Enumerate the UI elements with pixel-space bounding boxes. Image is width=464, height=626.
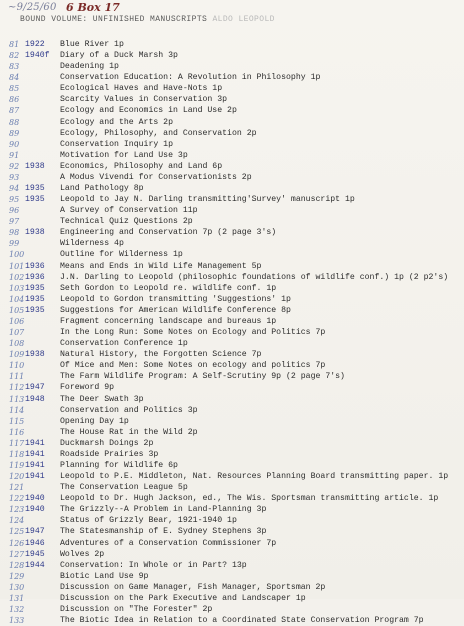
handwritten-note: ~9/25/60 [8, 2, 57, 13]
entry-number: 112 [9, 383, 25, 393]
list-item [0, 216, 464, 227]
entry-title: A Survey of Conservation 11p [60, 206, 198, 216]
list-item [0, 261, 464, 272]
entry-number: 82 [9, 51, 20, 61]
entry-title: Conservation Inquiry 1p [60, 139, 174, 149]
list-item [0, 94, 464, 105]
entry-title: Outline for Wilderness 1p [60, 250, 183, 260]
entry-number: 103 [9, 283, 25, 293]
entry-number: 100 [9, 250, 25, 260]
list-item [0, 571, 464, 582]
entry-number: 124 [9, 516, 25, 526]
entry-title: Technical Quiz Questions 2p [60, 217, 193, 227]
entry-year: 1935 [25, 294, 45, 304]
entry-year: 1946 [25, 538, 45, 548]
page-header [6, 2, 456, 28]
entry-number: 118 [9, 449, 25, 459]
entry-title: Leopold to P.E. Middleton, Nat. Resources Planning Board transmitting paper. 1p [60, 472, 449, 482]
entry-number: 120 [9, 472, 25, 482]
list-item [0, 526, 464, 537]
box-label: 6 Box 17 [66, 1, 120, 14]
entry-title: Engineering and Conservation 7p (2 page 3's) [60, 228, 277, 238]
list-item [0, 316, 464, 327]
entry-title: Means and Ends in Wild Life Management 5p [60, 261, 262, 271]
list-item [0, 427, 464, 438]
list-item [0, 438, 464, 449]
list-item [0, 227, 464, 238]
entry-year: 1941 [25, 460, 45, 470]
entry-number: 89 [9, 128, 20, 138]
entry-title: J.N. Darling to Leopold (philosophic foundations of wildlife conf.) 1p (2 p2's) [60, 272, 449, 282]
entry-title: The Biotic Idea in Relation to a Coordinated State Conservation Program 7p [60, 616, 424, 626]
entry-title: The Statesmanship of E. Sydney Stephens 3p [60, 527, 267, 537]
entry-number: 121 [9, 483, 25, 493]
list-item [0, 183, 464, 194]
list-item [0, 327, 464, 338]
entry-title: Leopold to Dr. Hugh Jackson, ed., The Wis. Sportsman transmitting article. 1p [60, 494, 439, 504]
entry-number: 116 [9, 427, 25, 437]
entry-number: 126 [9, 538, 25, 548]
entry-number: 99 [9, 239, 20, 249]
entry-title: A Modus Vivendi for Conservationists 2p [60, 172, 252, 182]
entry-number: 130 [9, 582, 25, 592]
entry-year: 1936 [25, 261, 45, 271]
list-item [0, 394, 464, 405]
entry-title: Blue River 1p [60, 40, 124, 49]
list-item [0, 150, 464, 161]
entry-number: 101 [9, 261, 25, 271]
list-item [0, 83, 464, 94]
entry-number: 122 [9, 494, 25, 504]
entry-title: Ecological Haves and Have-Nots 1p [60, 84, 223, 94]
entry-number: 106 [9, 316, 25, 326]
entry-number: 115 [9, 416, 25, 426]
entry-year: 1940f [25, 51, 50, 61]
entry-number: 84 [9, 73, 20, 83]
entry-year: 1940 [25, 505, 45, 515]
entry-title: Status of Grizzly Bear, 1921-1940 1p [60, 516, 237, 526]
list-item [0, 105, 464, 116]
entry-number: 119 [9, 460, 25, 470]
list-item [0, 582, 464, 593]
entry-title: The House Rat in the Wild 2p [60, 427, 198, 437]
entry-title: Ecology, Philosophy, and Conservation 2p [60, 128, 257, 138]
entry-title: Discussion on "The Forester" 2p [60, 604, 213, 614]
entry-title: Biotic Land Use 9p [60, 571, 149, 581]
entry-year: 1922 [25, 40, 45, 49]
list-item [0, 39, 464, 50]
entry-number: 108 [9, 339, 25, 349]
list-item [0, 294, 464, 305]
list-item [0, 371, 464, 382]
list-item [0, 117, 464, 128]
entry-title: Of Mice and Men: Some Notes on ecology and politics 7p [60, 361, 326, 371]
entry-title: Wolves 2p [60, 549, 105, 559]
entry-year: 1935 [25, 305, 45, 315]
entry-number: 83 [9, 62, 20, 72]
entry-year: 1940 [25, 494, 45, 504]
list-item [0, 128, 464, 139]
manuscript-list [0, 39, 464, 626]
entry-number: 104 [9, 294, 25, 304]
entry-title: Deadening 1p [60, 62, 119, 72]
list-item [0, 515, 464, 526]
entry-title: Opening Day 1p [60, 416, 129, 426]
entry-number: 117 [9, 438, 25, 448]
entry-number: 93 [9, 172, 20, 182]
list-item [0, 538, 464, 549]
entry-number: 92 [9, 161, 20, 171]
entry-year: 1941 [25, 472, 45, 482]
page-title [20, 15, 275, 24]
entry-number: 114 [9, 405, 25, 415]
entry-title: Foreword 9p [60, 383, 115, 393]
list-item [0, 194, 464, 205]
entry-title: Ecology and the Arts 2p [60, 117, 174, 127]
entry-number: 131 [9, 593, 25, 603]
list-item [0, 504, 464, 515]
entry-title: Discussion on Game Manager, Fish Manager, Sportsman 2p [60, 582, 326, 592]
list-item [0, 615, 464, 626]
entry-title: Wilderness 4p [60, 239, 124, 249]
entry-number: 109 [9, 350, 25, 360]
entry-number: 111 [9, 372, 25, 382]
entry-title: Seth Gordon to Leopold re. wildlife conf. 1p [60, 283, 277, 293]
entry-title: Land Pathology 8p [60, 184, 144, 194]
entry-number: 88 [9, 117, 20, 127]
list-item [0, 172, 464, 183]
entry-year: 1941 [25, 449, 45, 459]
entry-title: Roadside Prairies 3p [60, 449, 159, 459]
entry-title: Scarcity Values in Conservation 3p [60, 95, 228, 105]
entry-title: Natural History, the Forgotten Science 7p [60, 350, 262, 360]
list-item [0, 416, 464, 427]
entry-title: Conservation Conference 1p [60, 339, 188, 349]
list-item [0, 61, 464, 72]
entry-year: 1948 [25, 394, 45, 404]
list-item [0, 238, 464, 249]
entry-title: The Conservation League 5p [60, 483, 188, 493]
entry-number: 107 [9, 328, 25, 338]
entry-title: Conservation: In Whole or in Part? 13p [60, 560, 247, 570]
list-item [0, 604, 464, 615]
entry-year: 1938 [25, 161, 45, 171]
entry-year: 1947 [25, 383, 45, 393]
entry-year: 1941 [25, 438, 45, 448]
list-item [0, 593, 464, 604]
list-item [0, 449, 464, 460]
entry-year: 1935 [25, 195, 45, 205]
entry-year: 1935 [25, 184, 45, 194]
entry-title: Suggestions for American Wildlife Conference 8p [60, 305, 291, 315]
entry-title: Conservation and Politics 3p [60, 405, 198, 415]
list-item [0, 283, 464, 294]
entry-title: Conservation Education: A Revolution in Philosophy 1p [60, 73, 321, 83]
list-item [0, 382, 464, 393]
list-item [0, 338, 464, 349]
entry-number: 113 [9, 394, 25, 404]
entry-year: 1945 [25, 549, 45, 559]
entry-year: 1938 [25, 228, 45, 238]
entry-number: 102 [9, 272, 25, 282]
entry-number: 95 [9, 195, 20, 205]
entry-title: Adventures of a Conservation Commissioner 7p [60, 538, 277, 548]
entry-title: Diary of a Duck Marsh 3p [60, 51, 178, 61]
entry-number: 123 [9, 505, 25, 515]
entry-number: 132 [9, 604, 25, 614]
entry-number: 86 [9, 95, 20, 105]
entry-title: Planning for Wildlife 6p [60, 460, 178, 470]
list-item [0, 493, 464, 504]
list-item [0, 482, 464, 493]
entry-title: The Deer Swath 3p [60, 394, 144, 404]
list-item [0, 360, 464, 371]
entry-title: Leopold to Jay N. Darling transmitting'Survey' manuscript 1p [60, 195, 355, 205]
title-text: BOUND VOLUME: UNFINISHED MANUSCRIPTS [20, 15, 208, 24]
entry-year: 1947 [25, 527, 45, 537]
entry-number: 97 [9, 217, 20, 227]
entry-number: 133 [9, 616, 25, 626]
list-item [0, 139, 464, 150]
entry-number: 105 [9, 305, 25, 315]
entry-title: Motivation for Land Use 3p [60, 150, 188, 160]
list-item [0, 460, 464, 471]
entry-title: In the Long Run: Some Notes on Ecology and Politics 7p [60, 328, 326, 338]
list-item [0, 249, 464, 260]
entry-title: Leopold to Gordon transmitting 'Suggestions' 1p [60, 294, 291, 304]
entry-title: Duckmarsh Doings 2p [60, 438, 154, 448]
list-item [0, 305, 464, 316]
entry-year: 1935 [25, 283, 45, 293]
entry-number: 94 [9, 184, 20, 194]
entry-number: 98 [9, 228, 20, 238]
list-item [0, 72, 464, 83]
list-item [0, 560, 464, 571]
entry-number: 90 [9, 139, 20, 149]
entry-number: 96 [9, 206, 20, 216]
list-item [0, 405, 464, 416]
list-item [0, 272, 464, 283]
entry-title: Economics, Philosophy and Land 6p [60, 161, 223, 171]
list-item [0, 549, 464, 560]
list-item [0, 50, 464, 61]
entry-number: 127 [9, 549, 25, 559]
entry-title: The Farm Wildlife Program: A Self-Scrutiny 9p (2 page 7's) [60, 372, 345, 382]
entry-number: 128 [9, 560, 25, 570]
list-item [0, 349, 464, 360]
entry-title: Discussion on the Park Executive and Landscaper 1p [60, 593, 306, 603]
entry-number: 87 [9, 106, 20, 116]
title-faded-text: ALDO LEOPOLD [212, 15, 275, 24]
entry-number: 129 [9, 571, 25, 581]
entry-year: 1936 [25, 272, 45, 282]
entry-number: 91 [9, 150, 20, 160]
entry-title: Ecology and Economics in Land Use 2p [60, 106, 237, 116]
entry-number: 81 [9, 40, 20, 49]
entry-number: 85 [9, 84, 20, 94]
entry-year: 1944 [25, 560, 45, 570]
list-item [0, 471, 464, 482]
entry-number: 110 [9, 361, 25, 371]
entry-title: The Grizzly--A Problem in Land-Planning 3p [60, 505, 267, 515]
list-item [0, 205, 464, 216]
list-item [0, 161, 464, 172]
entry-number: 125 [9, 527, 25, 537]
entry-year: 1938 [25, 350, 45, 360]
entry-title: Fragment concerning landscape and bureaus 1p [60, 316, 277, 326]
